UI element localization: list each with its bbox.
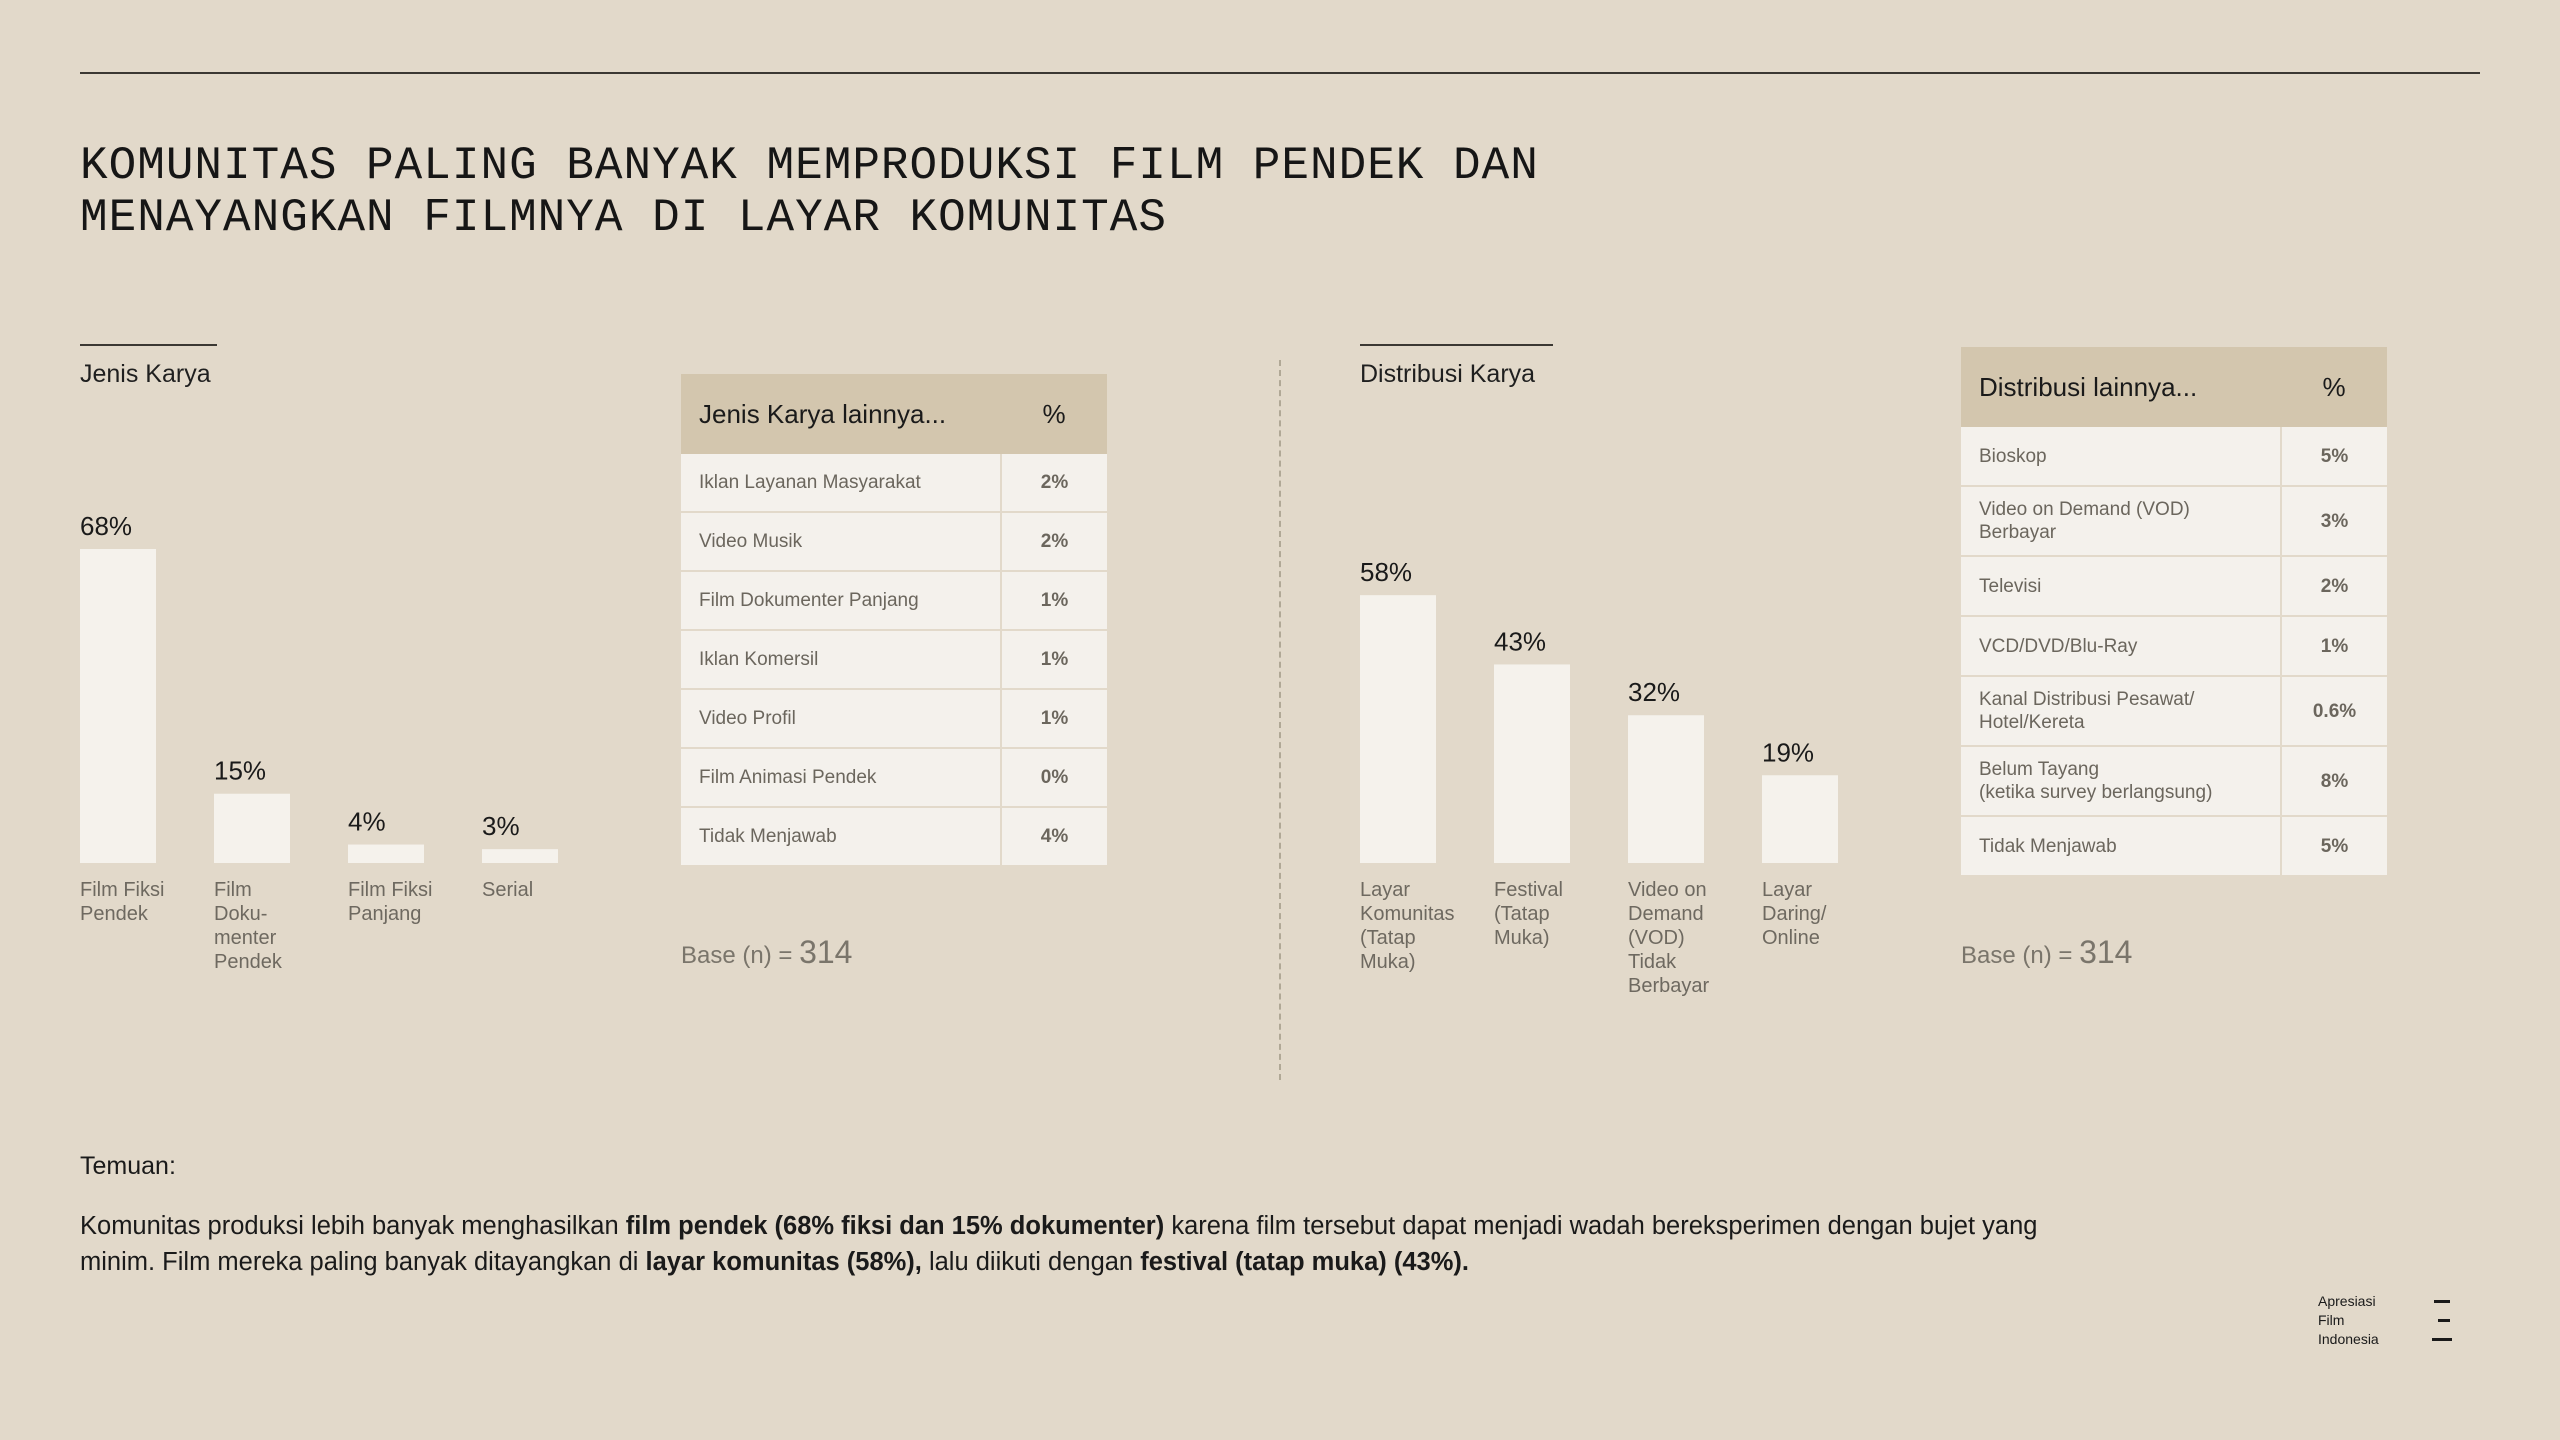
category-label: Tidak xyxy=(1628,951,1677,973)
row-label xyxy=(1961,746,2281,816)
bar-value-label: 19% xyxy=(1762,737,1815,768)
row-pct: 1% xyxy=(1001,571,1107,630)
bar-jenis-3 xyxy=(482,849,558,863)
row-pct: 0% xyxy=(1001,748,1107,807)
row-pct: 4% xyxy=(1001,807,1107,866)
logo-line-2: Film xyxy=(2318,1312,2345,1328)
table-row xyxy=(1961,816,2387,876)
bar-value-label: 3% xyxy=(482,811,520,842)
findings-bold-1: film pendek (68% fiksi dan 15% dokumenter) xyxy=(625,1212,1165,1240)
row-pct: 3% xyxy=(2281,486,2387,556)
row-label: Video Profil xyxy=(681,689,1001,748)
row-label-line-1: Bioskop xyxy=(1979,445,2047,467)
table-row xyxy=(1961,427,2387,486)
findings-text-1: Komunitas produksi lebih banyak menghasilkan xyxy=(80,1212,626,1240)
apresiasi-film-indonesia-logo xyxy=(2318,1292,2468,1352)
bar-value-label: 4% xyxy=(348,806,386,837)
row-pct: 1% xyxy=(2281,616,2387,676)
bar-jenis-2 xyxy=(348,845,424,863)
bar-distribusi-1 xyxy=(1494,664,1570,863)
row-label xyxy=(1961,486,2281,556)
base-label: Base (n) = xyxy=(681,942,800,969)
jenis-karya-lainnya-table xyxy=(681,374,1107,867)
row-label: Film Animasi Pendek xyxy=(681,748,1001,807)
findings-heading: Temuan: xyxy=(80,1152,176,1180)
category-label: Muka) xyxy=(1494,927,1550,949)
row-label: Tidak Menjawab xyxy=(681,807,1001,866)
category-label: Pendek xyxy=(214,951,282,973)
category-label: Panjang xyxy=(348,903,422,925)
table-row xyxy=(681,571,1107,630)
table-row xyxy=(681,748,1107,807)
table-row xyxy=(1961,676,2387,746)
category-label: Berbayar xyxy=(1628,975,1710,997)
findings-text-3: lalu diikuti dengan xyxy=(921,1248,1141,1276)
page-title-line-1: KOMUNITAS PALING BANYAK MEMPRODUKSI FILM PENDEK DAN xyxy=(80,140,1539,192)
bar-distribusi-3 xyxy=(1762,775,1838,863)
row-label: Video Musik xyxy=(681,512,1001,571)
row-pct: 2% xyxy=(1001,454,1107,512)
row-label-line-2: Berbayar xyxy=(1979,522,2057,543)
findings-text-2: karena film tersebut dapat menjadi wadah bereksperimen dengan bujet yang minim. Film mereka paling banyak ditayangkan di xyxy=(80,1212,2038,1276)
row-label xyxy=(1961,616,2281,676)
row-pct: 1% xyxy=(1001,630,1107,689)
row-label-line-1: Tidak Menjawab xyxy=(1979,835,2117,857)
row-label-line-1: VCD/DVD/Blu-Ray xyxy=(1979,635,2138,657)
bar-jenis-1 xyxy=(214,794,290,863)
row-pct: 2% xyxy=(2281,556,2387,616)
row-label: Iklan Komersil xyxy=(681,630,1001,689)
distribusi-base xyxy=(1961,934,2132,971)
bar-value-label: 58% xyxy=(1360,557,1413,588)
row-pct: 5% xyxy=(2281,427,2387,486)
category-label: Festival xyxy=(1494,879,1563,901)
table-row xyxy=(681,630,1107,689)
row-pct: 0.6% xyxy=(2281,676,2387,746)
category-label: Muka) xyxy=(1360,951,1416,973)
category-label: Video on xyxy=(1628,879,1707,901)
jenis-karya-label: Jenis Karya xyxy=(80,360,211,388)
row-pct: 2% xyxy=(1001,512,1107,571)
distribusi-lainnya-table xyxy=(1961,347,2387,877)
row-label-line-1: Video on Demand (VOD) xyxy=(1979,499,2190,520)
row-pct: 8% xyxy=(2281,746,2387,816)
bar-distribusi-2 xyxy=(1628,715,1704,863)
table-row xyxy=(1961,616,2387,676)
row-pct: 1% xyxy=(1001,689,1107,748)
base-label: Base (n) = xyxy=(1961,942,2080,969)
category-label: Serial xyxy=(482,879,534,901)
row-label: Iklan Layanan Masyarakat xyxy=(681,454,1001,512)
row-label-line-1: Televisi xyxy=(1979,575,2042,597)
bar-value-label: 68% xyxy=(80,511,133,541)
findings-bold-3: festival (tatap muka) (43%). xyxy=(1140,1248,1469,1276)
row-pct: 5% xyxy=(2281,816,2387,876)
table-row xyxy=(681,454,1107,512)
row-label-line-2: Hotel/Kereta xyxy=(1979,712,2085,733)
jenis-karya-base xyxy=(681,934,852,971)
category-label: (Tatap xyxy=(1494,903,1550,925)
row-label-line-1: Belum Tayang xyxy=(1979,759,2100,780)
table-row xyxy=(1961,486,2387,556)
page-title-line-2: MENAYANGKAN FILMNYA DI LAYAR KOMUNITAS xyxy=(80,192,1167,244)
table-header-pct: % xyxy=(2281,347,2387,427)
table-header-pct: % xyxy=(1001,374,1107,454)
distribusi-karya-label: Distribusi Karya xyxy=(1360,360,1536,388)
category-label: Film xyxy=(214,879,252,901)
logo-mark-1 xyxy=(2434,1300,2450,1303)
category-label: Komunitas xyxy=(1360,903,1455,925)
base-number: 314 xyxy=(2079,934,2133,970)
row-label: Film Dokumenter Panjang xyxy=(681,571,1001,630)
row-label xyxy=(1961,676,2281,746)
logo-mark-2 xyxy=(2438,1319,2450,1322)
row-label xyxy=(1961,816,2281,876)
base-number: 314 xyxy=(799,934,853,970)
row-label-line-2: (ketika survey berlangsung) xyxy=(1979,782,2213,803)
category-label: menter xyxy=(214,927,277,949)
category-label: Online xyxy=(1762,927,1820,949)
table-row xyxy=(1961,746,2387,816)
findings-bold-2: layar komunitas (58%), xyxy=(645,1248,922,1276)
bar-value-label: 15% xyxy=(214,755,267,786)
category-label: Demand xyxy=(1628,903,1704,925)
table-header-label: Jenis Karya lainnya... xyxy=(681,374,1001,454)
bar-distribusi-0 xyxy=(1360,595,1436,863)
category-label: Layar xyxy=(1762,879,1813,901)
category-label: (Tatap xyxy=(1360,927,1416,949)
row-label xyxy=(1961,427,2281,486)
table-row xyxy=(1961,556,2387,616)
table-header-label: Distribusi lainnya... xyxy=(1961,347,2281,427)
table-header-row xyxy=(681,374,1107,454)
table-row xyxy=(681,689,1107,748)
category-label: Film Fiksi xyxy=(348,879,433,901)
logo-mark-3 xyxy=(2432,1338,2452,1341)
category-label: Daring/ xyxy=(1762,903,1827,925)
logo-line-1: Apresiasi xyxy=(2318,1293,2376,1309)
table-row xyxy=(681,512,1107,571)
bar-jenis-0 xyxy=(80,549,156,863)
bar-value-label: 32% xyxy=(1628,677,1681,708)
category-label: Pendek xyxy=(80,903,148,925)
findings-paragraph xyxy=(80,1208,2080,1280)
logo-line-3: Indonesia xyxy=(2318,1331,2379,1347)
category-label: Layar xyxy=(1360,879,1411,901)
row-label xyxy=(1961,556,2281,616)
row-label-line-1: Kanal Distribusi Pesawat/ xyxy=(1979,689,2195,710)
bar-value-label: 43% xyxy=(1494,626,1547,657)
category-label: Doku- xyxy=(214,903,268,925)
category-label: (VOD) xyxy=(1628,927,1685,949)
category-label: Film Fiksi xyxy=(80,879,165,901)
table-header-row xyxy=(1961,347,2387,427)
section-divider xyxy=(1279,360,1281,1080)
table-row xyxy=(681,807,1107,866)
